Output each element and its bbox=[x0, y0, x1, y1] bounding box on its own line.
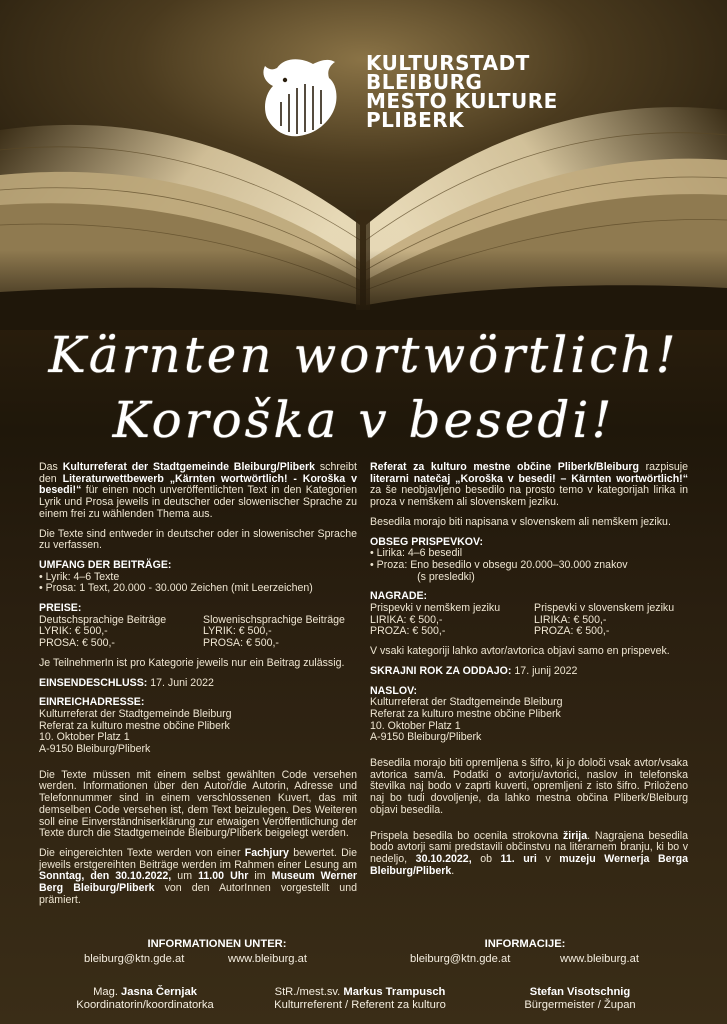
language-paragraph: Besedila morajo biti napisana v slovenskem ali nemškem jeziku. bbox=[370, 515, 671, 528]
logo-text bbox=[366, 51, 558, 132]
logo-line: PLIBERK bbox=[366, 108, 465, 132]
title-slovenian: Koroška v besedi! bbox=[112, 391, 615, 449]
info-heading-slovenian: INFORMACIJE: bbox=[484, 938, 566, 950]
scope-section: OBSEG PRISPEVKOV: • Lirika: 4–6 besedil • Proza: Eno besedilo v obsegu 20.000–30.000 znakov (s presledki) bbox=[370, 535, 628, 583]
info-heading-german: INFORMATIONEN UNTER: bbox=[147, 938, 287, 950]
logo-line: BLEIBURG bbox=[366, 70, 483, 94]
signature-coordinator: Mag. Jasna Černjak Koordinatorin/koordinatorka bbox=[76, 986, 214, 1011]
deadline: SKRAJNI ROK ZA ODDAJO: 17. junij 2022 bbox=[370, 664, 578, 677]
one-entry-note: Je TeilnehmerIn ist pro Kategorie jeweils nur ein Beitrag zulässig. bbox=[39, 656, 345, 669]
website-link[interactable]: www.bleiburg.at bbox=[228, 953, 307, 965]
website-link[interactable]: www.bleiburg.at bbox=[560, 953, 639, 965]
code-paragraph: Besedila morajo biti opremljena s šifro, ki jo določi vsak avtor/vsaka avtorica sam/a. Podatki o avtorju/avtorici, naslov in telefonska številka naj bodo v zaprti kuverti, opremljeni z isto šifro. Priloženo naj bo tudi dovoljenje, da lahko mestna občina Pliberk/Bleiburg objavi besedila. bbox=[370, 757, 688, 816]
email-link[interactable]: bleiburg@ktn.gde.at bbox=[410, 953, 511, 965]
jury-paragraph: Die eingereichten Texte werden von einer Fachjury bewertet. Die jeweils erstgereihten Beiträge werden im Rahmen einer Lesung am Sonntag, den 30.10.2022, um 11.00 Uhr im Museum Werner Berg Bleiburg/Pliberk von den AutorInnen vorgestellt und prämiert. bbox=[39, 846, 357, 906]
intro-paragraph: Referat za kulturo mestne občine Pliberk/Bleiburg razpisuje literarni natečaj „Koroška v besedi! – Kärnten wortwörtlich!“ za še neobjavljeno besedilo na prosto temo v kategorijah lirika in proza v nemškem ali slovenskem jeziku. bbox=[370, 461, 689, 509]
prizes-section: NAGRADE: Prispevki v nemškem jeziku LIRIKA: € 500,- PROZA: € 500,- Prispevki v slovenskem jeziku LIRIKA: € 500,- PROZA: € 500,- bbox=[370, 590, 675, 638]
signature-mayor: Stefan Visotschnig Bürgermeister / Župan bbox=[524, 986, 636, 1011]
prizes-section: PREISE: Deutschsprachige Beiträge LYRIK: € 500,- PROSA: € 500,- Slowenischsprachige Beiträge LYRIK: € 500,- PROSA: € 500,- bbox=[39, 602, 345, 650]
address-section: NASLOV: Kulturreferat der Stadtgemeinde Bleiburg Referat za kulturo mestne občine Pliberk 10. Oktober Platz 1 A-9150 Bleiburg/Pliberk bbox=[370, 684, 563, 744]
logo-line: KULTURSTADT bbox=[366, 51, 530, 75]
german-column bbox=[39, 462, 357, 915]
deadline: EINSENDESCHLUSS: 17. Juni 2022 bbox=[39, 676, 214, 689]
bull-logo-icon bbox=[255, 54, 355, 140]
slovenian-column bbox=[370, 462, 688, 885]
language-paragraph: Die Texte sind entweder in deutscher oder in slowenischer Sprache zu verfassen. bbox=[39, 527, 357, 552]
signature-culture-officer: StR./mest.sv. Markus Trampusch Kulturreferent / Referent za kulturo bbox=[274, 986, 446, 1011]
jury-paragraph: Prispela besedila bo ocenila strokovna žirija. Nagrajena besedila bodo avtorji sami predstavili občinstvu na literarnem branju, ki bo v nedeljo, 30.10.2022, ob 11. uri v muzeju Wernerja Berga Bleiburg/Pliberk. bbox=[370, 829, 688, 877]
intro-paragraph: Das Kulturreferat der Stadtgemeinde Bleiburg/Pliberk schreibt den Literaturwettbewerb „Kärnten wortwörtlich! - Koroška v besedi!“ für einen noch unveröffentlichten Text in den Kategorien Lyrik und Prosa jeweils in deutscher oder slowenischer Sprache zu einem frei zu wählenden Thema aus. bbox=[39, 461, 357, 520]
open-book-image bbox=[0, 0, 727, 330]
one-entry-note: V vsaki kategoriji lahko avtor/avtorica objavi samo en prispevek. bbox=[370, 645, 670, 658]
email-link[interactable]: bleiburg@ktn.gde.at bbox=[84, 953, 185, 965]
title-german: Kärnten wortwörtlich! bbox=[48, 326, 679, 384]
logo-line: MESTO KULTURE bbox=[366, 89, 558, 113]
scope-section: UMFANG DER BEITRÄGE: • Lyrik: 4–6 Texte • Prosa: 1 Text, 20.000 - 30.000 Zeichen (mit Leerzeichen) bbox=[39, 558, 313, 595]
address-section: EINREICHADRESSE: Kulturreferat der Stadtgemeinde Bleiburg Referat za kulturo mestne občine Pliberk 10. Oktober Platz 1 A-9150 Bleiburg/Pliberk bbox=[39, 696, 232, 756]
code-paragraph: Die Texte müssen mit einem selbst gewählten Code versehen werden. Informationen über den Autor/die Autorin, Adresse und Telefonnummer sind in einem verschlossenen Kuvert, das mit demselben Code versehen ist, dem Text beizulegen. Des Weiteren soll eine Einverständniserklärung zur etwaigen Veröffentlichung der Texte durch die Stadtgemeinde Bleiburg/Pliberk beigelegt werden. bbox=[39, 768, 357, 840]
